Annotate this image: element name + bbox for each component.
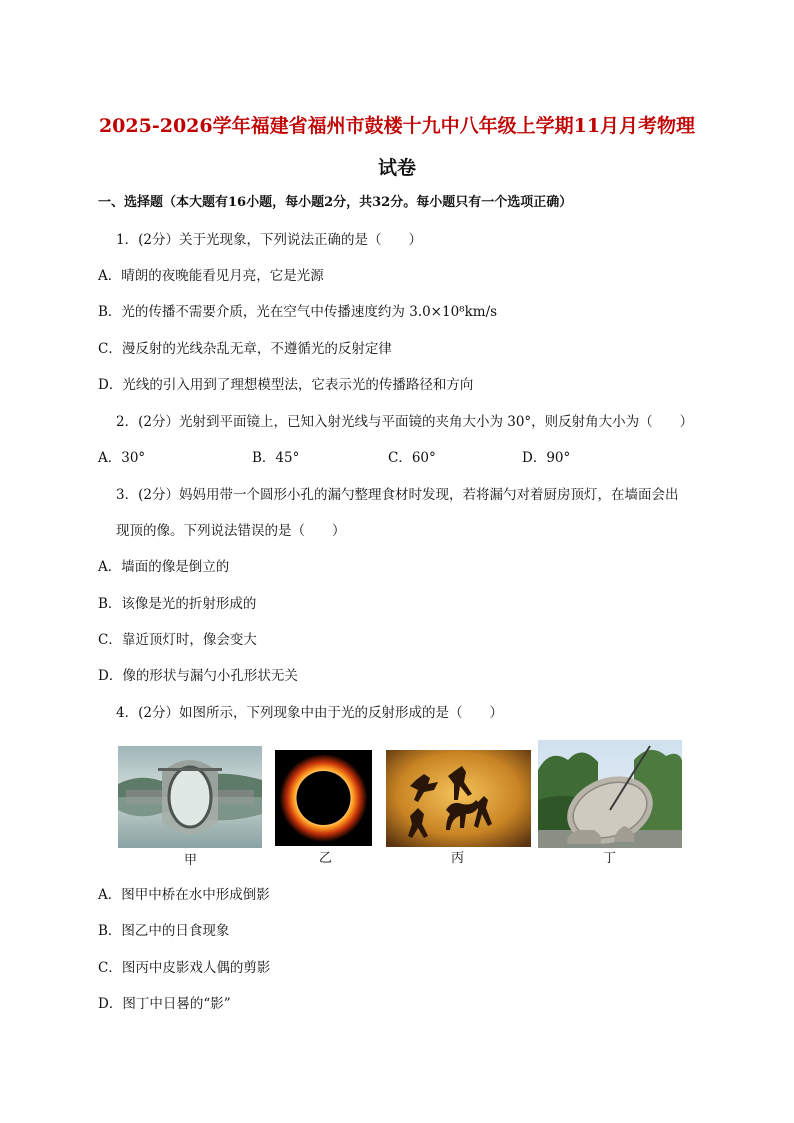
question-1-stem: 1．(2分）关于光现象，下列说法正确的是（ ） (116, 232, 422, 248)
question-4-option-c: C．图丙中皮影戏人偶的剪影 (98, 960, 271, 976)
question-4-option-b: B．图乙中的日食现象 (98, 923, 230, 939)
question-2-stem: 2．(2分）光射到平面镜上，已知入射光线与平面镜的夹角大小为 30°，则反射角大小为（ ） (116, 414, 694, 430)
question-1-option-b: B．光的传播不需要介质，光在空气中传播速度约为 3.0×10⁸km/s (98, 304, 498, 320)
question-4-stem: 4．(2分）如图所示，下列现象中由于光的反射形成的是（ ） (116, 705, 503, 721)
exam-title: 2025-2026学年福建省福州市鼓楼十九中八年级上学期11月月考物理 (98, 115, 696, 137)
question-2-option-a: A．30° (98, 450, 146, 466)
section-heading: 一、选择题（本大题有16小题，每小题2分，共32分。每小题只有一个选项正确） (98, 195, 573, 210)
question-3-stem-continued: 现顶的像。下列说法错误的是（ ） (116, 523, 346, 539)
question-3-stem: 3．(2分）妈妈用带一个圆形小孔的漏勺整理食材时发现，若将漏勺对着厨房顶灯，在墙面会出 (116, 487, 679, 503)
bridge-reflection-image (118, 746, 262, 848)
sundial-image (538, 740, 682, 848)
caption-ding: 丁 (603, 851, 617, 866)
solar-eclipse-image (275, 750, 372, 846)
question-3-option-a: A．墙面的像是倒立的 (98, 559, 230, 575)
exam-title-continued: 试卷 (377, 157, 416, 179)
question-4-option-d: D．图丁中日晷的“影” (98, 996, 231, 1012)
question-2-option-b: B．45° (252, 450, 300, 466)
question-3-option-c: C．靠近顶灯时，像会变大 (98, 632, 257, 648)
caption-bing: 丙 (451, 851, 465, 866)
caption-yi: 乙 (319, 851, 333, 866)
question-2-option-d: D．90° (522, 450, 571, 466)
question-3-option-b: B．该像是光的折射形成的 (98, 596, 257, 612)
question-2-option-c: C．60° (388, 450, 436, 466)
caption-jia: 甲 (184, 853, 198, 868)
question-3-option-d: D．像的形状与漏勺小孔形状无关 (98, 668, 298, 684)
shadow-puppet-image (386, 750, 531, 847)
question-4-option-a: A．图甲中桥在水中形成倒影 (98, 887, 270, 903)
question-1-option-d: D．光线的引入用到了理想模型法，它表示光的传播路径和方向 (98, 377, 474, 393)
question-1-option-c: C．漫反射的光线杂乱无章，不遵循光的反射定律 (98, 341, 392, 357)
question-1-option-a: A．晴朗的夜晚能看见月亮，它是光源 (98, 268, 324, 284)
